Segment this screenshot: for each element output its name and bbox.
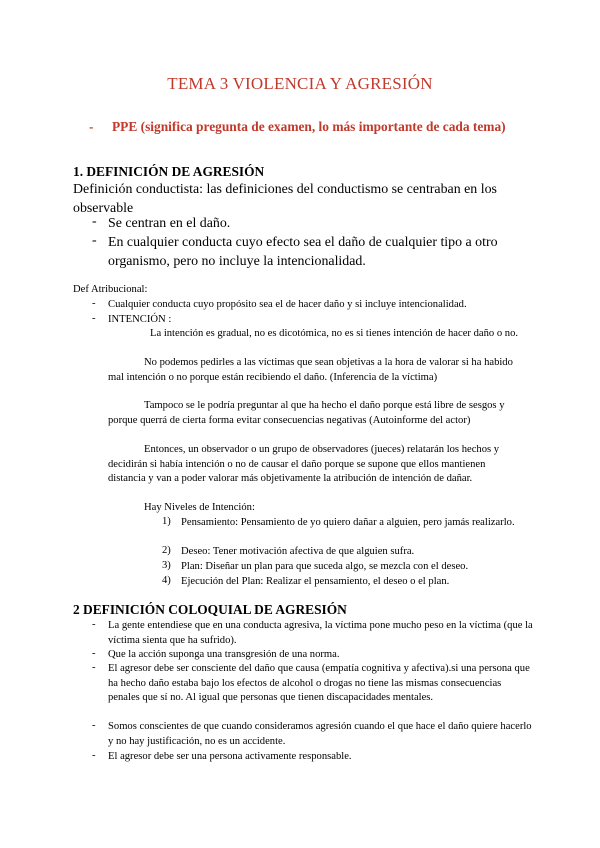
level-item: Plan: Diseñar un plan para que suceda algo, se mezcla con el deseo. xyxy=(181,561,469,572)
level-number: 4) xyxy=(162,575,171,586)
level-item: Deseo: Tener motivación afectiva de que alguien sufra. xyxy=(181,546,415,557)
intencion-paragraph-4: Entonces, un observador o un grupo de observadores (jueces) relatarán los hechos y decidirán si había intención o no de causar el daño porque se supone que ellos mantienen distancia y van a poder valorar más objetivamente la atribución de intención de dañar. xyxy=(108,444,500,484)
bullet-dash: - xyxy=(92,750,96,761)
conductista-definition: Definición conductista: las definiciones del conductismo se centraban en los observable xyxy=(73,182,497,216)
level-number: 1) xyxy=(162,516,171,527)
bullet-dash: - xyxy=(92,648,96,659)
section-2-bullet-5: El agresor debe ser una persona activamente responsable. xyxy=(108,751,352,762)
section-2-bullet-3: El agresor debe ser consciente del daño que causa (empatía cognitiva y afectiva).si una persona que ha hecho daño estaba bajo los efectos de alcohol o drogas no tiene las mismas consecuencias penales que sí no. Al igual que personas que tienen discapacidades mentales. xyxy=(108,663,530,703)
ppe-text: PPE (significa pregunta de examen, lo más importante de cada tema) xyxy=(112,119,506,134)
intencion-heading: INTENCIÓN : xyxy=(108,314,172,325)
bullet-dash: - xyxy=(89,119,94,134)
page-title: TEMA 3 VIOLENCIA Y AGRESIÓN xyxy=(167,74,433,93)
bullet-dash: - xyxy=(92,298,96,309)
intencion-paragraph-3: Tampoco se le podría preguntar al que ha hecho el daño porque está libre de sesgos y porque querrá de cierta forma evitar consecuencias negativas (Autoinforme del actor) xyxy=(108,400,505,426)
atribucional-bullet-1: Cualquier conducta cuyo propósito sea el de hacer daño y si incluye intencionalidad. xyxy=(108,299,467,310)
bullet-dash: - xyxy=(92,619,96,630)
bullet-dash: - xyxy=(92,662,96,673)
ppe-note xyxy=(89,118,532,135)
bullet-dash: - xyxy=(92,233,97,248)
level-item: Ejecución del Plan: Realizar el pensamiento, el deseo o el plan. xyxy=(181,576,450,587)
section-1-bullet-1: Se centran en el daño. xyxy=(108,216,231,231)
intencion-paragraph-2: No podemos pedirles a las víctimas que sean objetivas a la hora de valorar si ha habido mal intención o no porque están recibiendo el daño. (Inferencia de la víctima) xyxy=(108,357,513,383)
bullet-dash: - xyxy=(92,720,96,731)
level-number: 2) xyxy=(162,545,171,556)
section-2-bullet-1: La gente entendiese que en una conducta agresiva, la víctima pone mucho peso en la víctima (que la víctima sienta que ha sufrido). xyxy=(108,620,533,646)
level-number: 3) xyxy=(162,560,171,571)
intencion-paragraph-1: La intención es gradual, no es dicotómica, no es si tienes intención de hacer daño o no. xyxy=(150,328,519,339)
bullet-dash: - xyxy=(92,214,97,229)
bullet-dash: - xyxy=(92,313,96,324)
section-2-bullet-4: Somos conscientes de que cuando consideramos agresión cuando el que hace el daño quiere hacerlo y no hay justificación, no es un accidente. xyxy=(108,721,532,747)
section-1-bullet-2: En cualquier conducta cuyo efecto sea el daño de cualquier tipo a otro organismo, pero no incluye la intencionalidad. xyxy=(108,235,498,269)
atribucional-label: Def Atribucional: xyxy=(73,284,148,295)
section-2-heading: 2 DEFINICIÓN COLOQUIAL DE AGRESIÓN xyxy=(73,602,347,617)
niveles-label: Hay Niveles de Intención: xyxy=(144,502,255,513)
section-2-bullet-2: Que la acción suponga una transgresión de una norma. xyxy=(108,649,340,660)
section-1-heading: 1. DEFINICIÓN DE AGRESIÓN xyxy=(73,164,265,179)
level-item: Pensamiento: Pensamiento de yo quiero dañar a alguien, pero jamás realizarlo. xyxy=(181,517,515,528)
